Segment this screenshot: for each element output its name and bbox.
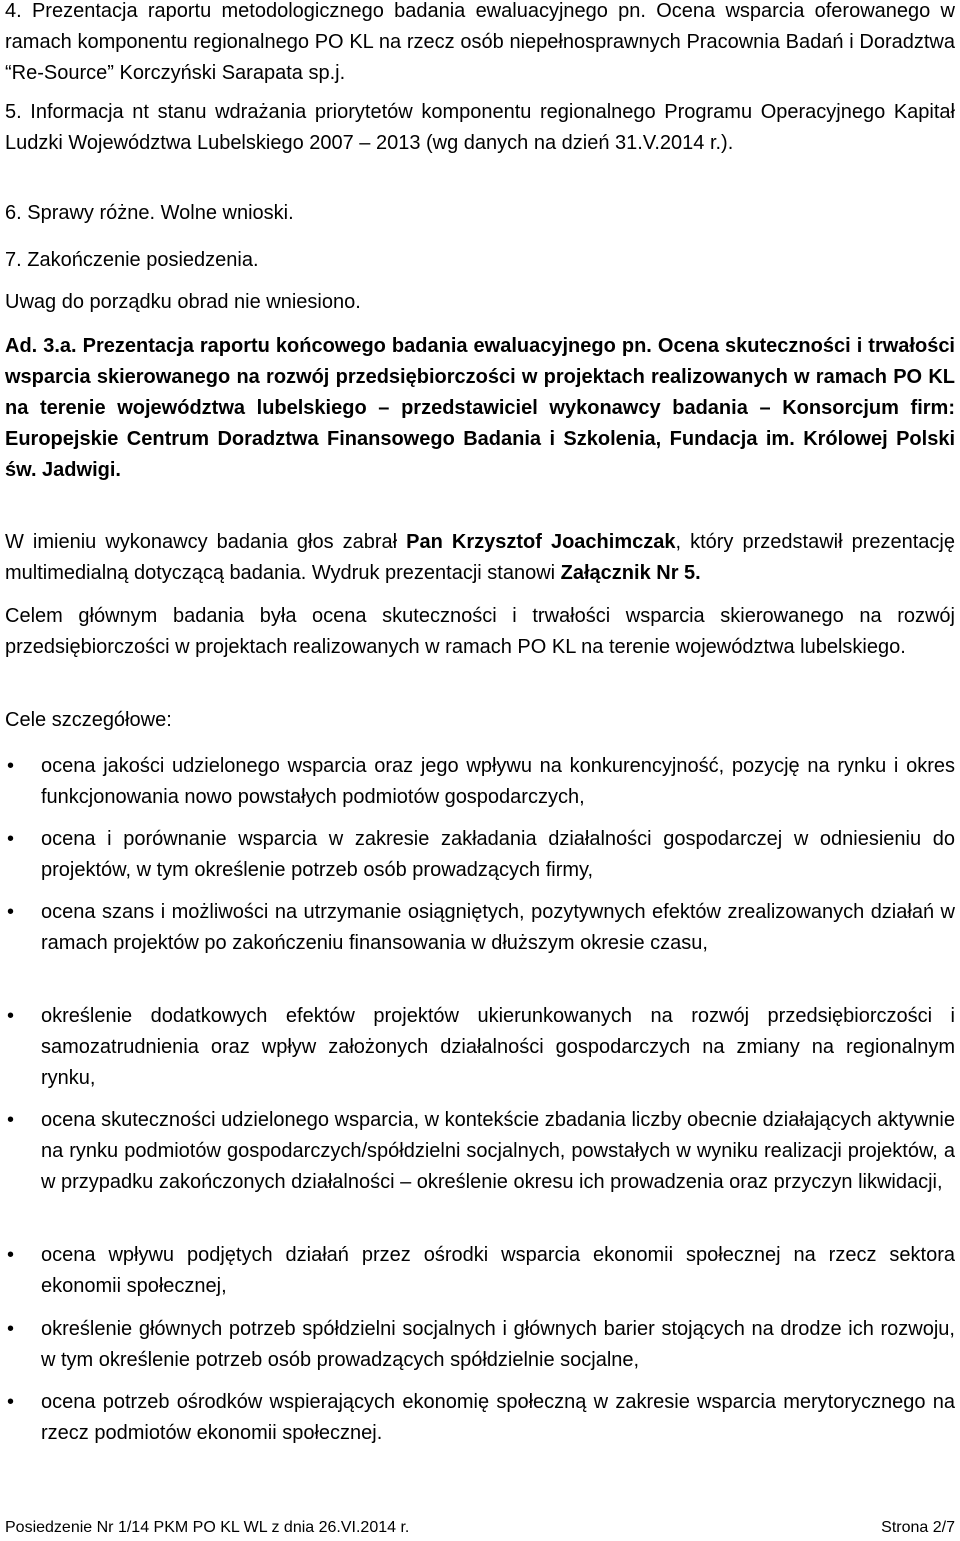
speaker-text-before: W imieniu wykonawcy badania głos zabrał bbox=[5, 531, 407, 553]
bullet-icon: • bbox=[7, 901, 15, 923]
goals-heading: Cele szczegółowe: bbox=[5, 709, 172, 731]
list-item-text: określenie głównych potrzeb spółdzielni socjalnych i głównych barier stojących na drodze ich rozwoju, w tym określenie potrzeb osób prowadzących spółdzielnie socjalne, bbox=[41, 1318, 955, 1371]
agenda-item-5: 5. Informacja nt stanu wdrażania priorytetów komponentu regionalnego Programu Operacyjnego Kapitał Ludzki Województwa Lubelskiego 2007 – 2013 (wg danych na dzień 31.V.2014 r.). bbox=[5, 101, 955, 154]
bullet-icon: • bbox=[7, 1005, 15, 1027]
list-item-text: ocena i porównanie wsparcia w zakresie zakładania działalności gospodarczej w odniesieniu do projektów, w tym określenie potrzeb osób prowadzących firmy, bbox=[41, 828, 955, 881]
page-footer bbox=[5, 1518, 955, 1538]
bullet-icon: • bbox=[7, 1244, 15, 1266]
list-item-text: ocena skuteczności udzielonego wsparcia, w kontekście zbadania liczby obecnie działających aktywnie na rynku podmiotów gospodarczych/spółdzielni socjalnych, powstałych w wyniku realizacji projektów, a w przypadku zakończonych działalności – określenie okresu ich prowadzenia oraz przyczyn likwidacji, bbox=[41, 1109, 955, 1193]
list-item-text: ocena jakości udzielonego wsparcia oraz jego wpływu na konkurencyjność, pozycję na rynku i okres funkcjonowania nowo powstałych podmiotów gospodarczych, bbox=[41, 755, 955, 808]
list-item-text: ocena potrzeb ośrodków wspierających ekonomię społeczną w zakresie wsparcia merytorycznego na rzecz podmiotów ekonomii społecznej. bbox=[41, 1391, 955, 1444]
agenda-item-4: 4. Prezentacja raportu metodologicznego badania ewaluacyjnego pn. Ocena wsparcia oferowanego w ramach komponentu regionalnego PO KL na rzecz osób niepełnosprawnych Pracownia Badań i Doradztwa “Re-Source” Korczyński Sarapata sp.j. bbox=[5, 0, 955, 84]
section-heading: Ad. 3.a. Prezentacja raportu końcowego badania ewaluacyjnego pn. Ocena skuteczności i trwałości wsparcia skierowanego na rozwój przedsiębiorczości w projektach realizowanych w ramach PO KL na terenie województwa lubelskiego – przedstawiciel wykonawcy badania – Konsorcjum firm: Europejskie Centrum Doradztwa Finansowego Badania i Szkolenia, Fundacja im. Królowej Polski św. Jadwigi. bbox=[5, 335, 955, 481]
bullet-icon: • bbox=[7, 1391, 15, 1413]
list-item-text: ocena wpływu podjętych działań przez ośrodki wsparcia ekonomii społecznej na rzecz sektora ekonomii społecznej, bbox=[41, 1244, 955, 1297]
list-item-text: określenie dodatkowych efektów projektów ukierunkowanych na rozwój przedsiębiorczości i samozatrudnienia oraz wpływ założonych działalności gospodarczych na zmiany na regionalnym rynku, bbox=[41, 1005, 955, 1089]
footer-meeting-info: Posiedzenie Nr 1/14 PKM PO KL WL z dnia 26.VI.2014 r. bbox=[5, 1519, 410, 1536]
attachment-label: Załącznik Nr 5. bbox=[560, 562, 701, 584]
speaker-text-middle: , który przedstawił prezentację multimedialną dotyczącą badania. Wydruk prezentacji stanowi bbox=[5, 531, 955, 584]
main-goal-paragraph: Celem głównym badania była ocena skuteczności i trwałości wsparcia skierowanego na rozwój przedsiębiorczości w projektach realizowanych w ramach PO KL na terenie województwa lubelskiego. bbox=[5, 605, 955, 658]
speaker-name: Pan Krzysztof Joachimczak bbox=[406, 531, 676, 553]
bullet-icon: • bbox=[7, 755, 15, 777]
speaker-paragraph bbox=[5, 527, 955, 589]
list-item-text: ocena szans i możliwości na utrzymanie osiągniętych, pozytywnych efektów zrealizowanych działań w ramach projektów po zakończeniu finansowania w dłuższym okresie czasu, bbox=[41, 901, 955, 954]
agenda-item-7: 7. Zakończenie posiedzenia. bbox=[5, 249, 259, 271]
bullet-icon: • bbox=[7, 1318, 15, 1340]
agenda-item-6: 6. Sprawy różne. Wolne wnioski. bbox=[5, 202, 294, 224]
bullet-icon: • bbox=[7, 1109, 15, 1131]
page-number: Strona 2/7 bbox=[881, 1519, 955, 1536]
no-remarks-note: Uwag do porządku obrad nie wniesiono. bbox=[5, 291, 361, 313]
bullet-icon: • bbox=[7, 828, 15, 850]
